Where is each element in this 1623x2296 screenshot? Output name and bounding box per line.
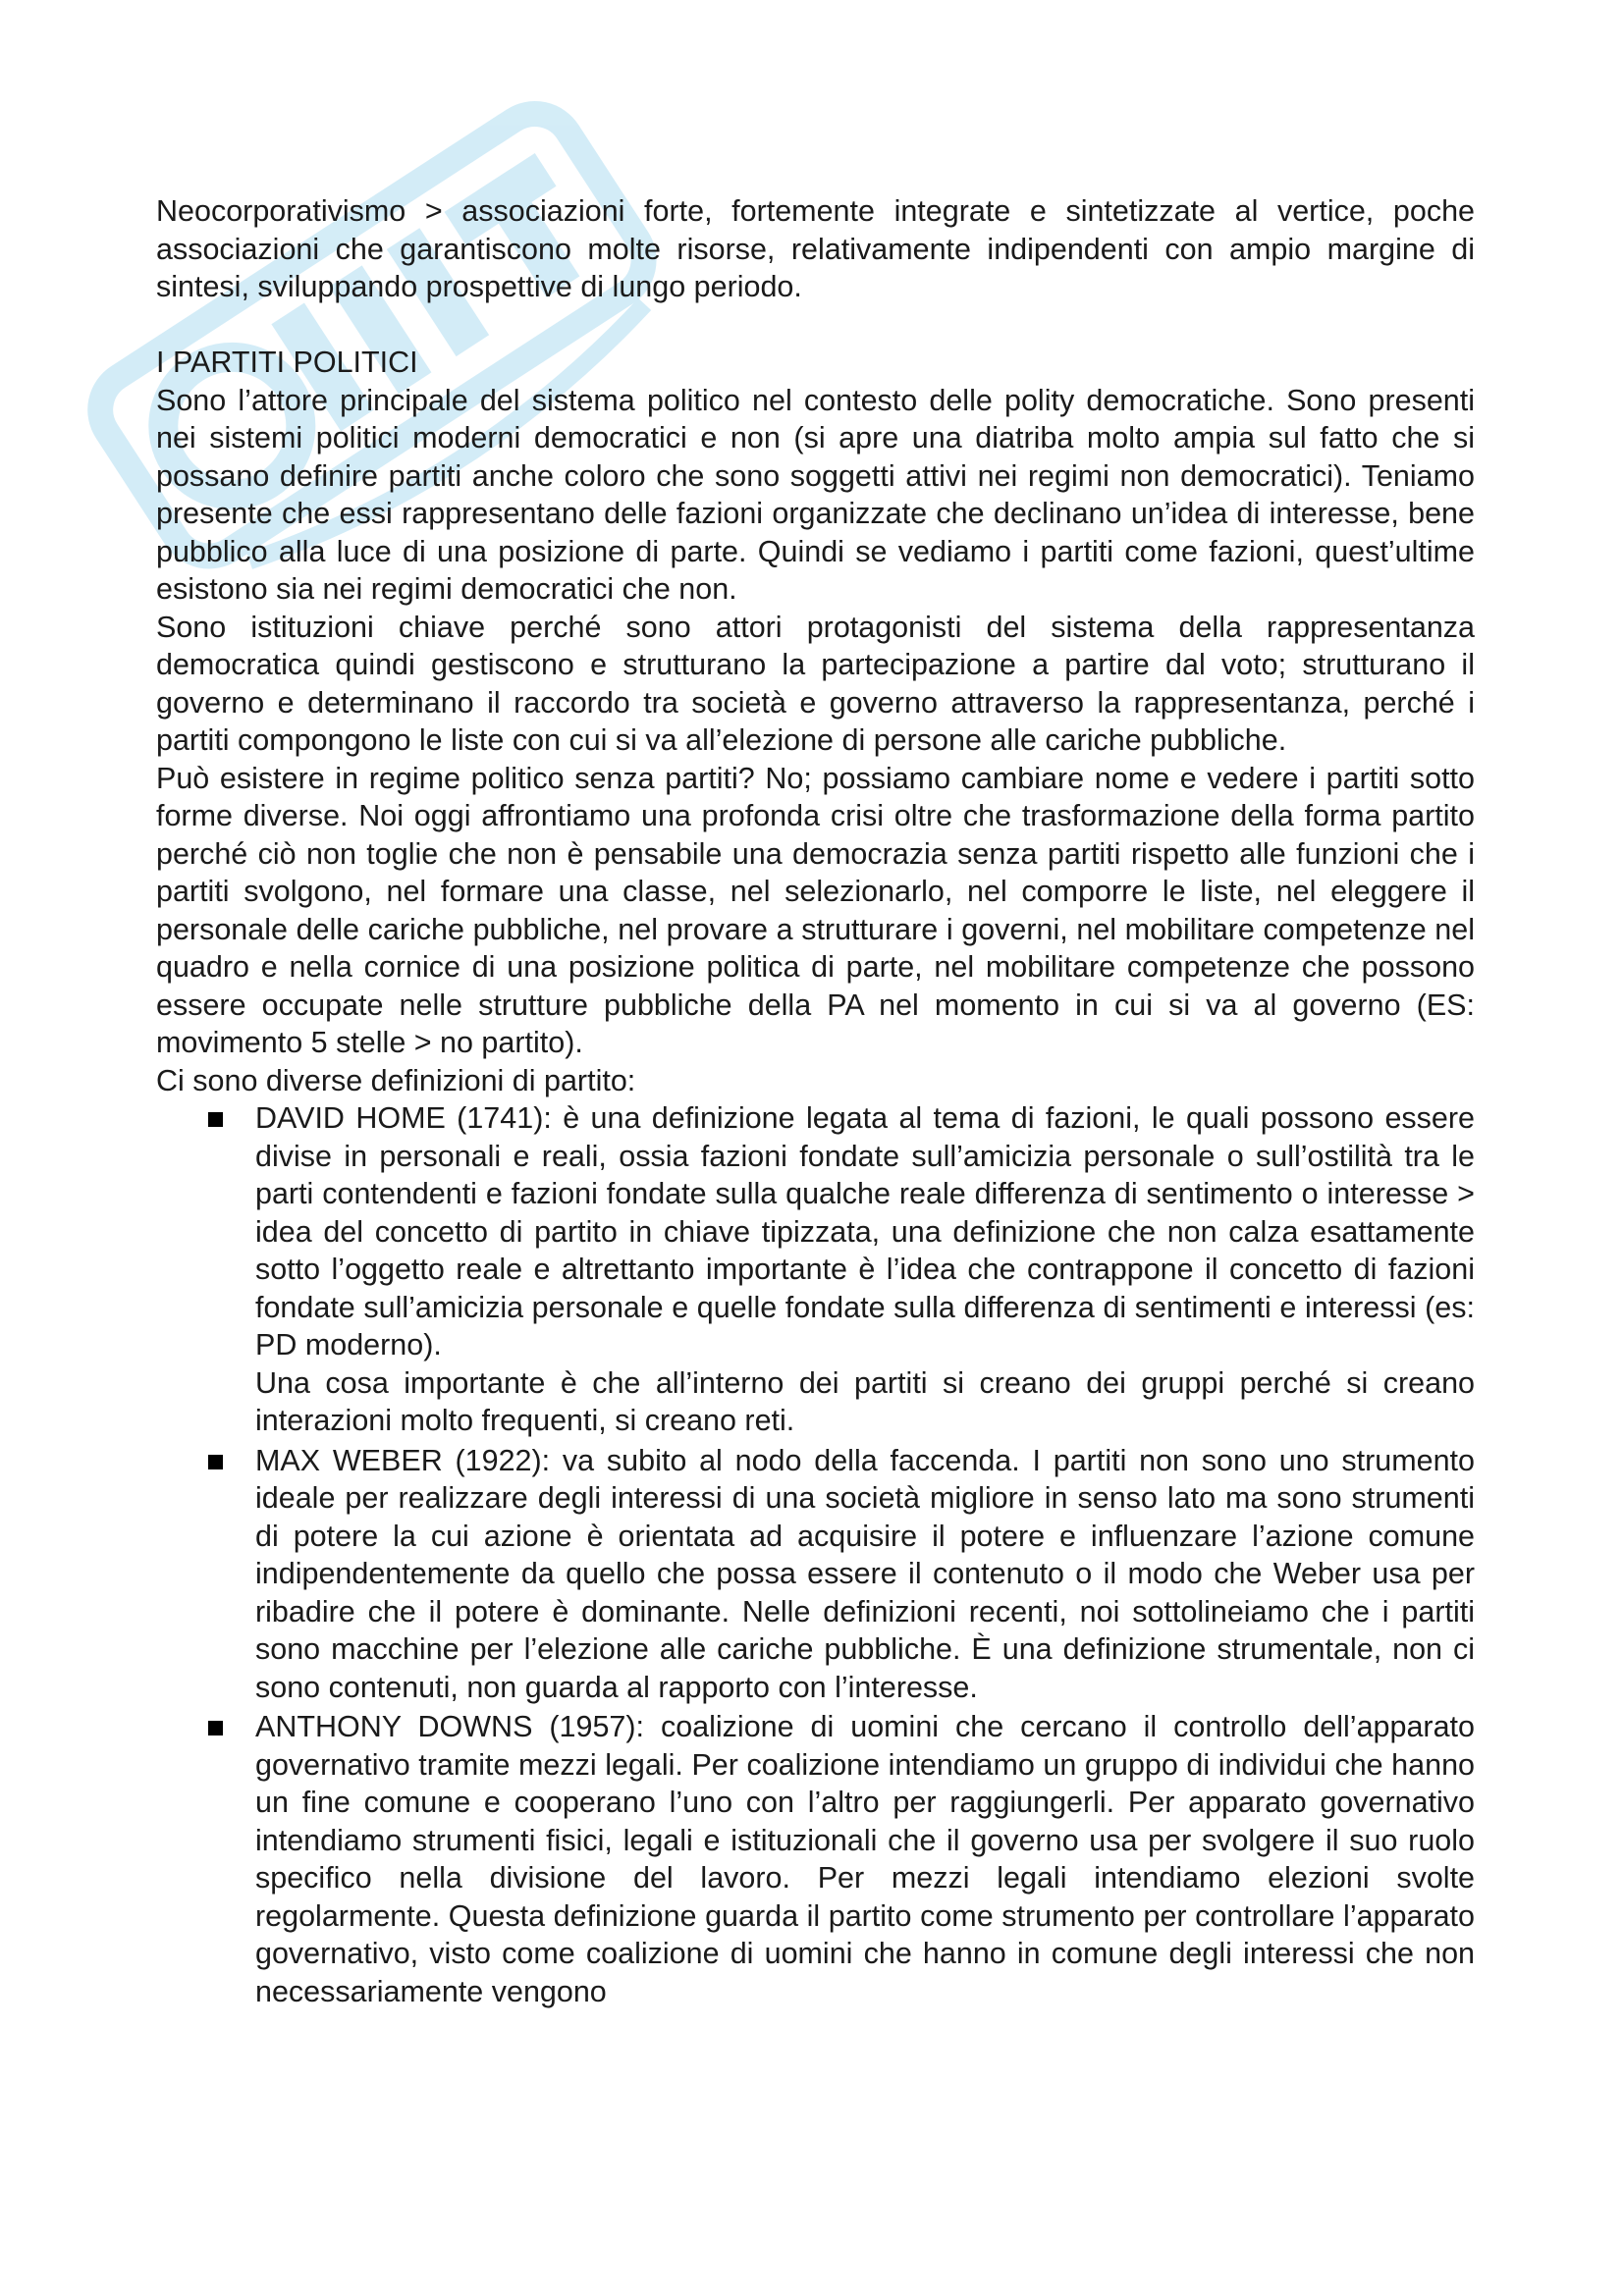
body-paragraph: Sono istituzioni chiave perché sono attori protagonisti del sistema della rappresentanza democratica quindi gestiscono e strutturano la partecipazione a partire dal voto; strutturano il governo e determinano il raccordo tra società e governo attraverso la rappresentanza, perché i partiti compongono le liste con cui si va all’elezione di persone alle cariche pubbliche. [156,610,1475,757]
definition-extra-text: Una cosa importante è che all’interno dei partiti si creano dei gruppi perché si creano interazioni molto frequenti, si creano reti. [255,1365,1475,1437]
list-item [156,1708,1475,2010]
list-item [156,1099,1475,1440]
definition-text: DAVID HOME (1741): è una definizione legata al tema di fazioni, le quali possono essere divise in personali e reali, ossia fazioni fondate sull’amicizia personale o sull’ostilità tra le parti contendenti e fazioni fondate sulla qualche reale differenza di sentimento o interesse > idea del concetto di partito in chiave tipizzata, una definizione che non calza esattamente sotto l’oggetto reale e altrettanto importante è l’idea che contrappone il concetto di fazioni fondate sull’amicizia personale e quelle fondate sulla differenza di sentimenti e interessi (es: PD moderno). [255,1101,1475,1362]
section-title: I PARTITI POLITICI [156,346,418,379]
square-bullet-icon [208,1455,223,1469]
square-bullet-icon [208,1721,223,1735]
definition-text: MAX WEBER (1922): va subito al nodo della faccenda. I partiti non sono uno strumento ideale per realizzare degli interessi di una società migliore in senso lato ma sono strumenti di potere la cui azione è orientata ad acquisire il potere e influenzare l’azione comune indipendentemente da quello che possa essere il contenuto o il modo che Weber usa per ribadire che il potere è dominante. Nelle definizioni recenti, noi sottolineiamo che i partiti sono macchine per l’elezione alle cariche pubbliche. È una definizione strumentale, non ci sono contenuti, non guarda al rapporto con l’interesse. [255,1443,1475,1704]
square-bullet-icon [208,1112,223,1127]
body-paragraph: Può esistere in regime politico senza partiti? No; possiamo cambiare nome e vedere i partiti sotto forme diverse. Noi oggi affrontiamo una profonda crisi oltre che trasformazione della forma partito perché ciò non toglie che non è pensabile una democrazia senza partiti rispetto alle funzioni che i partiti svolgono, nel formare una classe, nel selezionarlo, nel comporre le liste, nel eleggere il personale delle cariche pubbliche, nel provare a strutturare i governi, nel mobilitare competenze nel quadro e nella cornice di una posizione politica di parte, nel mobilitare competenze che possono essere occupate nelle strutture pubbliche della PA nel momento in cui si va al governo (ES: movimento 5 stelle > no partito). [156,761,1475,1059]
definition-text: ANTHONY DOWNS (1957): coalizione di uomini che cercano il controllo dell’apparato governativo tramite mezzi legali. Per coalizione intendiamo un gruppo di individui che hanno un fine comune e cooperano l’uno con l’altro per raggiungerli. Per apparato governativo intendiamo strumenti fisici, legali e istituzionali che il governo usa per svolgere il suo ruolo specifico nella divisione del lavoro. Per mezzi legali intendiamo elezioni svolte regolarmente. Questa definizione guarda il partito come strumento per controllare l’apparato governativo, visto come coalizione di uomini che hanno in comune degli interessi che non necessariamente vengono [255,1710,1475,2008]
list-item [156,1442,1475,1707]
intro-paragraph: Neocorporativismo > associazioni forte, fortemente integrate e sintetizzate al vertice, poche associazioni che garantiscono molte risorse, relativamente indipendenti con ampio margine di sintesi, sviluppando prospettive di lungo periodo. [156,194,1475,303]
paragraph-spacer [156,306,1475,345]
body-paragraph: Ci sono diverse definizioni di partito: [156,1063,636,1097]
body-paragraph: Sono l’attore principale del sistema politico nel contesto delle polity democratiche. Sono presenti nei sistemi politici moderni democratici e non (si apre una diatriba molto ampia sul fatto che si possano definire partiti anche coloro che sono soggetti attivi nei regimi non democratici). Teniamo presente che essi rappresentano delle fazioni organizzate che declinano un’idea di interesse, bene pubblico alla luce di una posizione di parte. Quindi se vediamo i partiti come fazioni, quest’ultime esistono sia nei regimi democratici che non. [156,383,1475,606]
definitions-list [156,1099,1475,2010]
document-page [156,192,1475,2012]
